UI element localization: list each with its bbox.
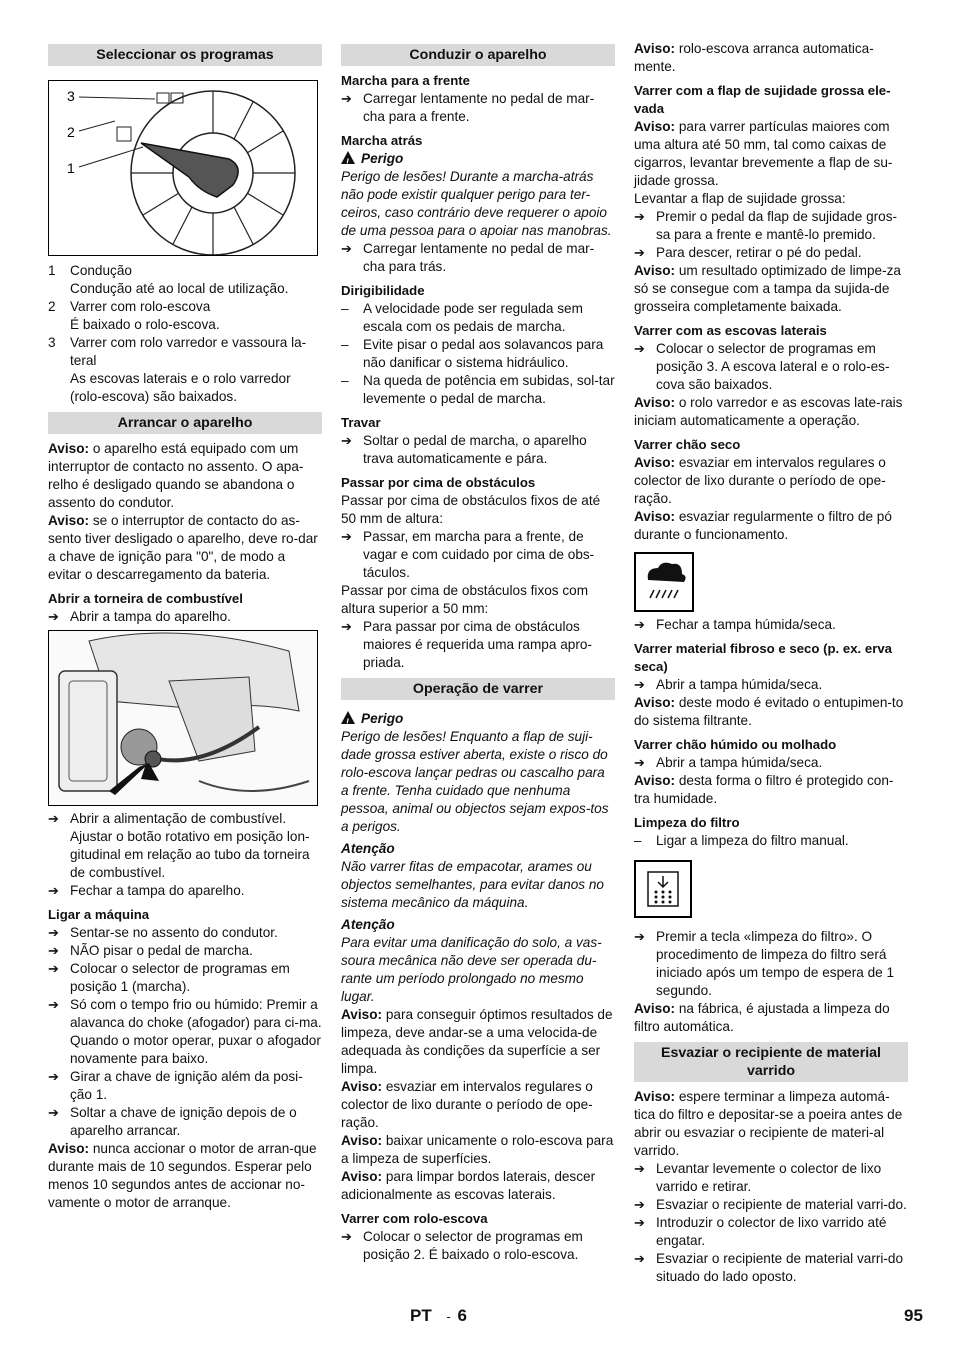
note: Aviso: rolo-escova arranca automatica-mente. [634, 41, 874, 74]
step: ➔ Para passar por cima de obstáculos maiores é requerida uma rampa apro-priada. [341, 619, 592, 670]
fuel-tap-figure [48, 630, 318, 806]
arrow-icon: ➔ [341, 433, 352, 448]
arrow-icon: ➔ [634, 209, 645, 224]
note: Aviso: baixar unicamente o rolo-escova para a limpeza de superfícies. [341, 1133, 614, 1166]
arrow-icon: ➔ [48, 1105, 59, 1120]
subheading-fuel: Abrir a torneira de combustível [48, 591, 243, 606]
subheading-reverse: Marcha atrás [341, 133, 423, 148]
step: ➔ Colocar o selector de programas em posição 3. A escova lateral e o rolo-es-cova são baixados. [634, 341, 890, 392]
column-3 [634, 40, 908, 1286]
step: ➔ Abrir a tampa húmida/seca. [634, 755, 823, 770]
arrow-icon: ➔ [634, 929, 645, 944]
footer-section-marker [410, 1306, 467, 1326]
note: Aviso: espere terminar a limpeza automá-tica do filtro e depositar-se a poeira antes de abrir ou esvaziar o recipiente de materi-al varrido. [634, 1089, 903, 1158]
note: Aviso: esvaziar regularmente o filtro de pó durante o funcionamento. [634, 509, 892, 542]
step: ➔ Colocar o selector de programas em posição 1 (marcha). [48, 961, 290, 994]
arrow-icon: ➔ [48, 609, 59, 624]
paragraph: Passar por cima de obstáculos fixos com altura superior a 50 mm: [341, 583, 589, 616]
subheading-obstacles: Passar por cima de obstáculos [341, 475, 536, 490]
heading-sweeping: Operação de varrer [341, 678, 615, 700]
caution-text: Para evitar uma danificação do solo, a vas-soura mecânica não deve ser operada du-rante um período prolongado no mesmo lugar. [341, 935, 602, 1004]
filter-cleaning-icon-box [634, 860, 692, 918]
arrow-icon: ➔ [341, 619, 352, 634]
caution-label: Atenção [341, 841, 395, 856]
step: ➔ Premir o pedal da flap de sujidade gros-sa para a frente e mantê-lo premido. [634, 209, 898, 242]
program-selector-figure [48, 80, 318, 256]
subheading-steering: Dirigibilidade [341, 283, 425, 298]
footer-local-page: 6 [457, 1306, 468, 1325]
arrow-icon: ➔ [634, 617, 645, 632]
arrow-icon: ➔ [634, 677, 645, 692]
program-selector-dial-diagram [49, 81, 317, 255]
note: Aviso: um resultado optimizado de limpe-za só se consegue com a tampa da sujida-de grosseira completamente baixada. [634, 263, 901, 314]
dash-item: – Ligar a limpeza do filtro manual. [634, 833, 849, 848]
step: ➔ Abrir a alimentação de combustível. Ajustar o botão rotativo em posição lon-gitudinal em relação ao tubo da torneira de combustível. [48, 811, 310, 880]
step: ➔ Só com o tempo frio ou húmido: Premir a alavanca do choke (afogador) para ci-ma. Quando o motor operar, puxar o afogador novamente para baixo. [48, 997, 322, 1066]
dash-icon: – [634, 833, 642, 848]
step: ➔ Levantar levemente o colector de lixo varrido e retirar. [634, 1161, 882, 1194]
footer-page-number: 95 [904, 1306, 923, 1325]
note: Aviso: para limpar bordos laterais, descer adicionalmente as escovas laterais. [341, 1169, 596, 1202]
note: Aviso: desta forma o filtro é protegido con-tra humidade. [634, 773, 894, 806]
note: Aviso: o aparelho está equipado com um interruptor de contacto no assento. O apa-relho é desligado quando se abandona o assento do condutor. [48, 441, 304, 510]
footer-separator: - [446, 1309, 451, 1324]
fig-label-2: 2 [67, 124, 75, 140]
heading-start-device: Arrancar o aparelho [48, 412, 322, 434]
dash-icon: – [341, 301, 349, 316]
column-2 [341, 44, 615, 1264]
filter-clean-icon [636, 862, 690, 916]
note: Aviso: nunca accionar o motor de arran-que durante mais de 10 segundos. Esperar pelo menos 10 segundos antes de accionar no-vamente o motor de arranque. [48, 1141, 317, 1210]
arrow-icon: ➔ [48, 1069, 59, 1084]
arrow-icon: ➔ [341, 91, 352, 106]
heading-select-programs: Seleccionar os programas [48, 44, 322, 66]
step: ➔ Soltar o pedal de marcha, o aparelho trava automaticamente e pára. [341, 433, 587, 466]
step: ➔ Premir a tecla «limpeza do filtro». O procedimento de limpeza do filtro será iniciado após um tempo de espera de 1 segundo. [634, 929, 895, 998]
fig-label-1: 1 [67, 160, 75, 176]
rain-cloud-icon [636, 554, 692, 610]
step: ➔ Esvaziar o recipiente de material varri-do. [634, 1197, 907, 1212]
step: ➔ Abrir a tampa húmida/seca. [634, 677, 823, 692]
dash-icon: – [341, 337, 349, 352]
list-item-desc: Condução até ao local de utilização. [70, 281, 289, 296]
footer-lang: PT [410, 1306, 432, 1325]
danger-text: Perigo de lesões! Durante a marcha-atrás não pode existir qualquer perigo para ter-ceiros, caso contrário deve requerer o apoio de uma pessoa para o apoiar nas manobras. [341, 169, 612, 238]
list-item-desc: É baixado o rolo-escova. [70, 317, 220, 332]
subheading-wet-floor: Varrer chão húmido ou molhado [634, 737, 837, 752]
arrow-icon: ➔ [341, 241, 352, 256]
warning-triangle-icon [341, 151, 355, 164]
step: ➔ Abrir a tampa do aparelho. [48, 609, 231, 624]
danger-label: !Perigo [341, 710, 615, 728]
arrow-icon: ➔ [48, 961, 59, 976]
arrow-icon: ➔ [634, 341, 645, 356]
danger-label: !Perigo [341, 150, 615, 168]
note: Aviso: na fábrica, é ajustada a limpeza do filtro automática. [634, 1001, 890, 1034]
subheading-filter-cleaning: Limpeza do filtro [634, 815, 740, 830]
subheading-roll-brush: Varrer com rolo-escova [341, 1211, 488, 1226]
caution-text: Não varrer fitas de empacotar, arames ou objectos semelhantes, para evitar danos no sistema mecânico da máquina. [341, 859, 604, 910]
subheading-brake: Travar [341, 415, 381, 430]
note: Aviso: o rolo varredor e as escovas late-rais iniciam automaticamente a operação. [634, 395, 903, 428]
danger-text: Perigo de lesões! Enquanto a flap de suji-dade grossa estiver aberta, existe o risco do rolo-escova lançar pedras ou cascalho para a frente. Tenha cuidado que nenhuma pessoa, animal ou objectos sejam expos-tos a perigos. [341, 729, 609, 834]
heading-empty-container: Esvaziar o recipiente de material varrido [634, 1042, 908, 1082]
paragraph: Passar por cima de obstáculos fixos de até 50 mm de altura: [341, 493, 601, 526]
arrow-icon: ➔ [634, 245, 645, 260]
fuel-tap-illustration [49, 631, 317, 805]
warning-triangle-icon [341, 711, 355, 724]
arrow-icon: ➔ [634, 1251, 645, 1266]
heading-drive-device: Conduzir o aparelho [341, 44, 615, 66]
arrow-icon: ➔ [634, 755, 645, 770]
arrow-icon: ➔ [634, 1197, 645, 1212]
arrow-icon: ➔ [48, 943, 59, 958]
note: Aviso: esvaziar em intervalos regulares o colector de lixo durante o período de ope-ração. [341, 1079, 593, 1130]
list-item: 3 Varrer com rolo varredor e vassoura la-teral [48, 335, 307, 368]
step: ➔ Sentar-se no assento do condutor. [48, 925, 278, 940]
fig-label-3: 3 [67, 88, 75, 104]
note: Aviso: deste modo é evitado o entupimen-to do sistema filtrante. [634, 695, 904, 728]
subheading-forward: Marcha para a frente [341, 73, 470, 88]
subheading-flap: Varrer com a flap de sujidade grossa ele-vada [634, 83, 891, 116]
arrow-icon: ➔ [341, 1229, 352, 1244]
subheading-dry-floor: Varrer chão seco [634, 437, 741, 452]
step: ➔ Fechar a tampa húmida/seca. [634, 617, 836, 632]
step: ➔ NÃO pisar o pedal de marcha. [48, 943, 253, 958]
step: ➔ Fechar a tampa do aparelho. [48, 883, 245, 898]
caution-label: Atenção [341, 917, 395, 932]
dash-item: – Na queda de potência em subidas, sol-tar levemente o pedal de marcha. [341, 373, 615, 406]
step: ➔ Carregar lentamente no pedal de mar-cha para trás. [341, 241, 595, 274]
arrow-icon: ➔ [48, 925, 59, 940]
dash-item: – A velocidade pode ser regulada sem escala com os pedais de marcha. [341, 301, 583, 334]
step: ➔ Girar a chave de ignição além da posi-ção 1. [48, 1069, 303, 1102]
list-item-desc: As escovas laterais e o rolo varredor (rolo-escova) são baixados. [70, 371, 291, 404]
note: Aviso: para conseguir óptimos resultados de limpeza, deve andar-se a uma velocida-de adequada às condições da superfície a ser limpa. [341, 1007, 613, 1076]
list-item: 2 Varrer com rolo-escova [48, 299, 211, 314]
arrow-icon: ➔ [341, 529, 352, 544]
dash-icon: – [341, 373, 349, 388]
subheading-start-machine: Ligar a máquina [48, 907, 150, 922]
arrow-icon: ➔ [48, 997, 59, 1012]
note: Aviso: para varrer partículas maiores com uma altura até 50 mm, tal como caixas de cigarros, levantar brevemente a flap de su-jidade grossa. [634, 119, 893, 188]
subheading-side-brushes: Varrer com as escovas laterais [634, 323, 827, 338]
program-list [48, 262, 322, 406]
wet-dry-icon-box [634, 552, 694, 612]
note: Aviso: se o interruptor de contacto do as-sento tiver desligado o aparelho, deve ro-dar a chave de ignição para "0", de modo a evitar o descarregamento da bateria. [48, 513, 318, 582]
dash-item: – Evite pisar o pedal aos solavancos para não danificar o sistema hidráulico. [341, 337, 604, 370]
step: ➔ Introduzir o colector de lixo varrido até engatar. [634, 1215, 887, 1248]
step: ➔ Passar, em marcha para a frente, de vagar e com cuidado por cima de obs-táculos. [341, 529, 595, 580]
arrow-icon: ➔ [634, 1161, 645, 1176]
step: ➔ Carregar lentamente no pedal de mar-cha para a frente. [341, 91, 595, 124]
step: ➔ Esvaziar o recipiente de material varri-do situado do lado oposto. [634, 1251, 904, 1284]
note: Aviso: esvaziar em intervalos regulares o colector de lixo durante o período de ope-ração. [634, 455, 886, 506]
step: ➔ Colocar o selector de programas em posição 2. É baixado o rolo-escova. [341, 1229, 583, 1262]
arrow-icon: ➔ [48, 883, 59, 898]
arrow-icon: ➔ [634, 1215, 645, 1230]
column-1 [48, 44, 322, 1212]
step: ➔ Soltar a chave de ignição depois de o aparelho arrancar. [48, 1105, 297, 1138]
step: ➔ Para descer, retirar o pé do pedal. [634, 245, 862, 260]
arrow-icon: ➔ [48, 811, 59, 826]
list-item: 1 Condução [48, 263, 132, 278]
subheading-fibrous: Varrer material fibroso e seco (p. ex. erva seca) [634, 641, 893, 674]
paragraph: Levantar a flap de sujidade grossa: [634, 191, 846, 206]
